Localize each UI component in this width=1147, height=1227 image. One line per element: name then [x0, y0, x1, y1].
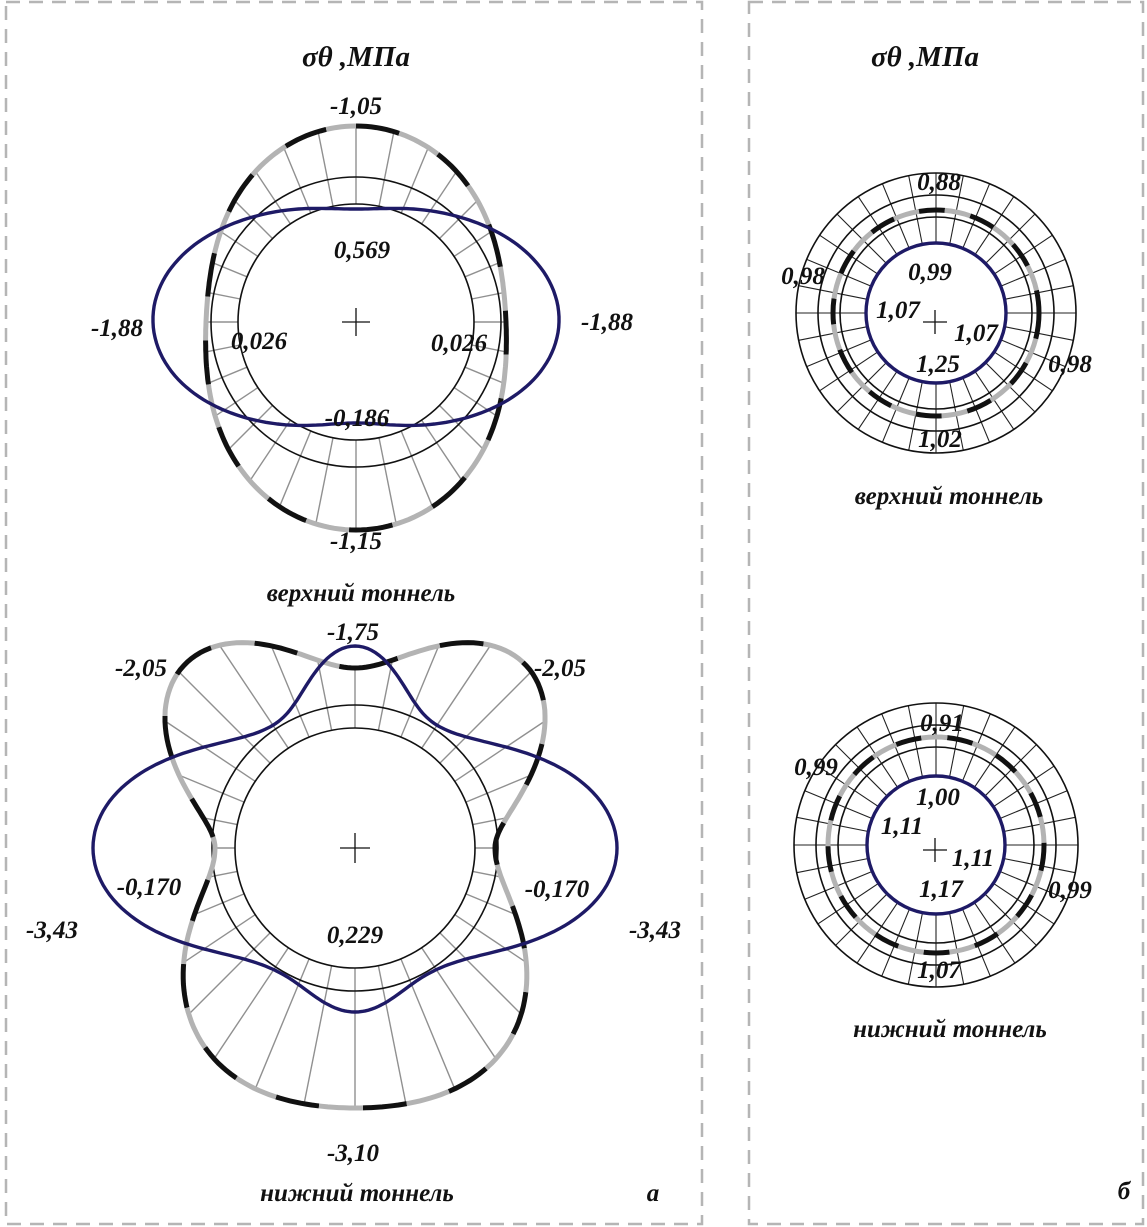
panel-a-upper-ray	[229, 405, 273, 449]
panel-a-upper-ray	[422, 420, 463, 481]
panel-a-upper-ray	[465, 367, 504, 383]
panel-b-lower-diagram	[794, 703, 1078, 987]
label-a-lower-bottom: -3,10	[326, 1140, 380, 1167]
caption-b-upper: верхний тоннель	[854, 483, 1044, 510]
panel-a-lower-ray	[401, 959, 455, 1089]
panel-a-upper-ray	[284, 148, 311, 214]
panel-a-upper-diagram	[153, 126, 559, 530]
panel-a-lower-ray	[318, 660, 332, 730]
label-b-upper-outer-left: 0,98	[781, 263, 825, 290]
label-a-upper-top: -1,05	[329, 93, 383, 120]
label-a-lower-inner-left: -0,170	[116, 874, 182, 901]
label-b-lower-outer-bottom: 1,07	[917, 957, 961, 984]
label-b-lower-outer-left: 0,99	[794, 754, 838, 781]
panel-a-upper-ray	[379, 132, 394, 207]
panel-a-upper-ray	[439, 405, 483, 449]
label-b-lower-inner-bottom: 1,17	[919, 876, 963, 903]
label-a-lower-top-right: -2,05	[533, 655, 587, 682]
label-a-upper-inner-right: 0,026	[430, 330, 488, 357]
panel-a-lower-ray	[422, 948, 496, 1059]
panel-a-border	[6, 2, 702, 1224]
label-b-lower-inner-top: 1,00	[916, 784, 960, 811]
panel-a-upper-ray	[379, 438, 396, 524]
panel-a-lower-ray	[214, 948, 288, 1059]
label-a-upper-inner-bottom: -0,186	[324, 405, 390, 432]
panel-b-letter: б	[1117, 1178, 1131, 1205]
label-a-lower-inner-right: -0,170	[524, 876, 590, 903]
panel-a-upper-ray	[465, 263, 500, 277]
panel-a-upper-ray	[401, 148, 428, 214]
label-a-lower-right: -3,43	[628, 917, 682, 944]
panel-a-upper-ray	[250, 420, 291, 481]
panel-a-title: σθ ,МПа	[301, 41, 411, 73]
panel-a-letter: а	[646, 1180, 660, 1207]
panel-a-upper-ray	[454, 388, 497, 417]
label-a-lower-left: -3,43	[25, 917, 79, 944]
panel-a-lower-ray	[255, 959, 309, 1089]
label-a-lower-top: -1,75	[326, 619, 380, 646]
label-b-upper-inner-right: 1,07	[954, 320, 998, 347]
panel-b-title: σθ ,МПа	[870, 41, 980, 73]
panel-a-upper-ray	[401, 431, 432, 507]
label-b-upper-outer-bottom: 1,02	[918, 426, 962, 453]
label-a-upper-bottom: -1,15	[329, 528, 383, 555]
label-a-upper-right: -1,88	[580, 309, 634, 336]
label-a-upper-left: -1,88	[90, 315, 144, 342]
panel-b-upper-diagram	[796, 173, 1076, 453]
caption-b-lower: нижний тоннель	[853, 1016, 1047, 1043]
label-b-lower-outer-top: 0,91	[920, 710, 964, 737]
label-b-lower-inner-right: 1,11	[951, 845, 995, 872]
panel-a-upper-ray	[208, 367, 247, 383]
panel-a-upper-ray	[280, 431, 311, 507]
panel-a-upper-ray	[215, 388, 258, 417]
caption-a-upper: верхний тоннель	[266, 580, 456, 607]
label-b-upper-inner-bottom: 1,25	[916, 351, 960, 378]
panel-a-lower-ray	[378, 660, 392, 730]
label-b-lower-outer-right: 0,99	[1048, 877, 1092, 904]
panel-a-upper-ray	[318, 132, 333, 207]
label-b-upper-inner-left: 1,07	[876, 297, 920, 324]
label-b-upper-outer-right: 0,98	[1048, 351, 1092, 378]
panel-a-upper-ray	[316, 438, 333, 524]
label-b-upper-inner-top: 0,99	[908, 259, 952, 286]
panel-a-lower-ray	[440, 933, 521, 1014]
label-b-lower-inner-left: 1,11	[880, 813, 924, 840]
panel-a-lower-rays	[165, 645, 545, 1108]
label-a-lower-inner-bottom: 0,229	[326, 922, 384, 949]
label-a-lower-top-left: -2,05	[114, 655, 168, 682]
label-a-upper-inner-top: 0,569	[333, 237, 391, 264]
panel-a-upper-ray	[213, 263, 248, 277]
label-a-upper-inner-left: 0,026	[230, 328, 288, 355]
caption-a-lower: нижний тоннель	[260, 1180, 454, 1207]
panel-a-lower-ray	[189, 933, 270, 1014]
label-b-upper-outer-top: 0,88	[917, 169, 961, 196]
